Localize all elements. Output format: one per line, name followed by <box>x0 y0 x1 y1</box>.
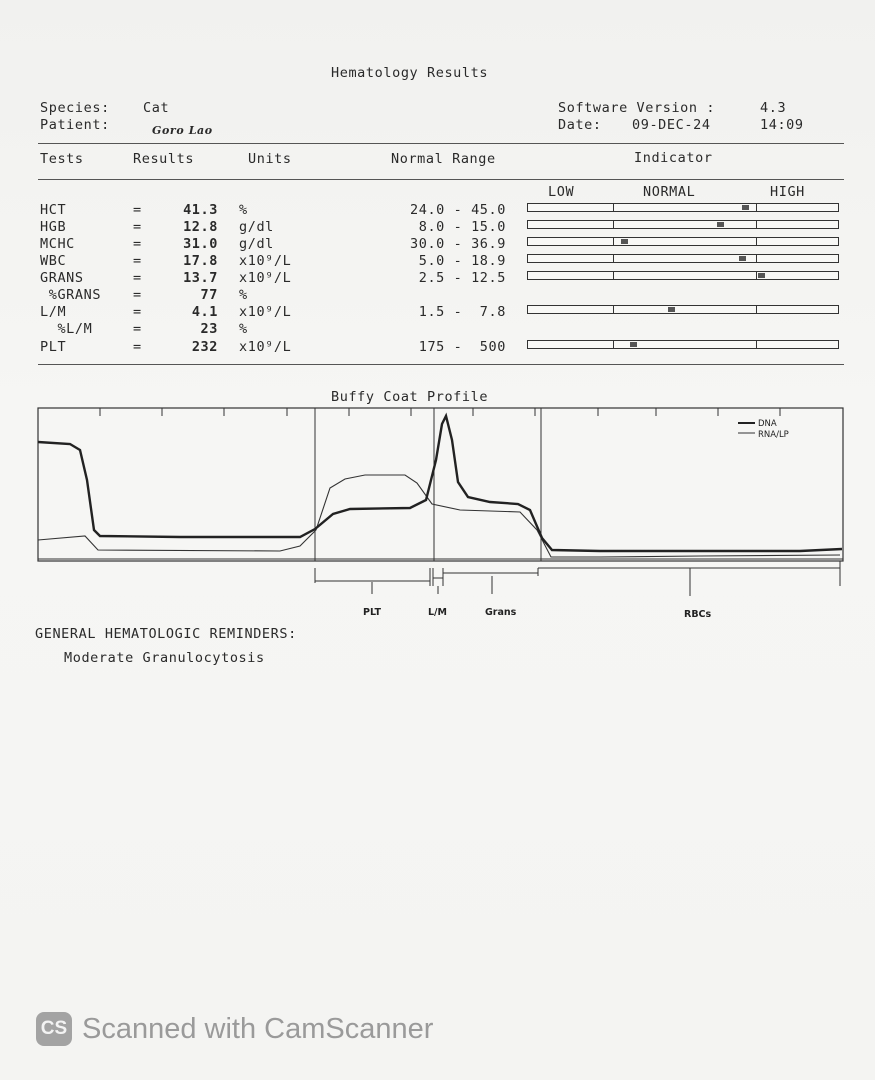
test-unit: g/dl <box>239 219 274 235</box>
test-unit: x10⁹/L <box>239 270 292 286</box>
test-name: WBC <box>40 253 67 269</box>
col-units: Units <box>248 151 292 167</box>
indicator-marker <box>739 256 746 261</box>
time-value: 14:09 <box>760 117 804 133</box>
test-result: 13.7 <box>183 270 218 286</box>
normal-high-divider <box>756 341 757 348</box>
zone-brackets <box>315 561 840 596</box>
equals-sign: = <box>133 236 142 252</box>
camscanner-logo-icon: CS <box>36 1012 72 1046</box>
indicator-marker <box>742 205 749 210</box>
divider <box>38 143 844 144</box>
test-name: HCT <box>40 202 67 218</box>
test-name: %L/M <box>40 321 93 337</box>
equals-sign: = <box>133 287 142 303</box>
test-unit: x10⁹/L <box>239 253 292 269</box>
equals-sign: = <box>133 339 142 355</box>
zone-labels <box>363 607 712 620</box>
normal-high-divider <box>756 238 757 245</box>
normal-high-divider <box>756 272 757 279</box>
col-indicator: Indicator <box>634 150 713 166</box>
low-normal-divider <box>613 272 614 279</box>
test-result: 12.8 <box>183 219 218 235</box>
equals-sign: = <box>133 321 142 337</box>
equals-sign: = <box>133 304 142 320</box>
indicator-bar <box>527 254 839 263</box>
col-tests: Tests <box>40 151 84 167</box>
test-name: L/M <box>40 304 67 320</box>
low-normal-divider <box>613 306 614 313</box>
normal-high-divider <box>756 306 757 313</box>
reminders-heading: GENERAL HEMATOLOGIC REMINDERS: <box>35 626 297 642</box>
reminder-item: Moderate Granulocytosis <box>64 650 265 666</box>
indicator-bar <box>527 203 839 212</box>
equals-sign: = <box>133 219 142 235</box>
normal-high-divider <box>756 204 757 211</box>
zone-grans: Grans <box>485 607 517 618</box>
species-value: Cat <box>143 100 170 116</box>
watermark-text: Scanned with CamScanner <box>82 1012 434 1045</box>
col-results: Results <box>133 151 195 167</box>
report-title: Hematology Results <box>331 65 489 81</box>
zone-dividers <box>315 408 541 561</box>
test-name: HGB <box>40 219 67 235</box>
test-name: GRANS <box>40 270 84 286</box>
low-normal-divider <box>613 238 614 245</box>
zone-lm: L/M <box>428 607 447 618</box>
indicator-high: HIGH <box>770 184 805 200</box>
camscanner-watermark <box>36 1012 433 1046</box>
test-result: 17.8 <box>183 253 218 269</box>
equals-sign: = <box>133 270 142 286</box>
test-unit: % <box>239 287 248 303</box>
test-unit: % <box>239 321 248 337</box>
indicator-bar <box>527 220 839 229</box>
buffy-coat-chart <box>0 400 875 625</box>
rna-lp-curve <box>38 475 840 557</box>
date-value: 09-DEC-24 <box>632 117 711 133</box>
patient-name: Goro Lao <box>152 124 213 137</box>
normal-range: 30.0 - 36.9 <box>409 236 506 252</box>
normal-range: 175 - 500 <box>418 339 506 355</box>
col-normal-range: Normal Range <box>391 151 496 167</box>
top-ticks <box>100 408 780 416</box>
patient-label: Patient: <box>40 117 110 133</box>
species-label: Species: <box>40 100 110 116</box>
normal-range: 5.0 - 18.9 <box>418 253 506 269</box>
indicator-marker <box>630 342 637 347</box>
test-name: %GRANS <box>40 287 102 303</box>
equals-sign: = <box>133 202 142 218</box>
low-normal-divider <box>613 341 614 348</box>
indicator-normal: NORMAL <box>643 184 696 200</box>
equals-sign: = <box>133 253 142 269</box>
indicator-low: LOW <box>548 184 575 200</box>
software-version: 4.3 <box>760 100 787 116</box>
dna-curve <box>38 416 842 551</box>
normal-high-divider <box>756 255 757 262</box>
normal-range: 1.5 - 7.8 <box>418 304 506 320</box>
indicator-marker <box>717 222 724 227</box>
test-unit: % <box>239 202 248 218</box>
normal-range: 8.0 - 15.0 <box>418 219 506 235</box>
normal-high-divider <box>756 221 757 228</box>
test-unit: x10⁹/L <box>239 339 292 355</box>
legend-dna: DNA <box>758 419 777 429</box>
test-result: 232 <box>191 339 218 355</box>
zone-rbcs: RBCs <box>684 609 712 620</box>
low-normal-divider <box>613 204 614 211</box>
indicator-bar <box>527 305 839 314</box>
legend <box>738 419 789 440</box>
software-label: Software Version : <box>558 100 716 116</box>
divider <box>38 179 844 180</box>
test-result: 77 <box>200 287 218 303</box>
low-normal-divider <box>613 221 614 228</box>
test-unit: g/dl <box>239 236 274 252</box>
test-result: 4.1 <box>191 304 218 320</box>
buffy-coat-title: Buffy Coat Profile <box>331 389 489 405</box>
test-name: MCHC <box>40 236 75 252</box>
divider <box>38 364 844 365</box>
indicator-bar <box>527 271 839 280</box>
indicator-bar <box>527 340 839 349</box>
normal-range: 2.5 - 12.5 <box>418 270 506 286</box>
indicator-bar <box>527 237 839 246</box>
indicator-marker <box>668 307 675 312</box>
indicator-marker <box>621 239 628 244</box>
date-label: Date: <box>558 117 602 133</box>
test-name: PLT <box>40 339 67 355</box>
test-result: 31.0 <box>183 236 218 252</box>
indicator-marker <box>758 273 765 278</box>
normal-range: 24.0 - 45.0 <box>409 202 506 218</box>
test-unit: x10⁹/L <box>239 304 292 320</box>
legend-rna-lp: RNA/LP <box>758 430 789 440</box>
zone-plt: PLT <box>363 607 381 618</box>
low-normal-divider <box>613 255 614 262</box>
test-result: 23 <box>200 321 218 337</box>
test-result: 41.3 <box>183 202 218 218</box>
